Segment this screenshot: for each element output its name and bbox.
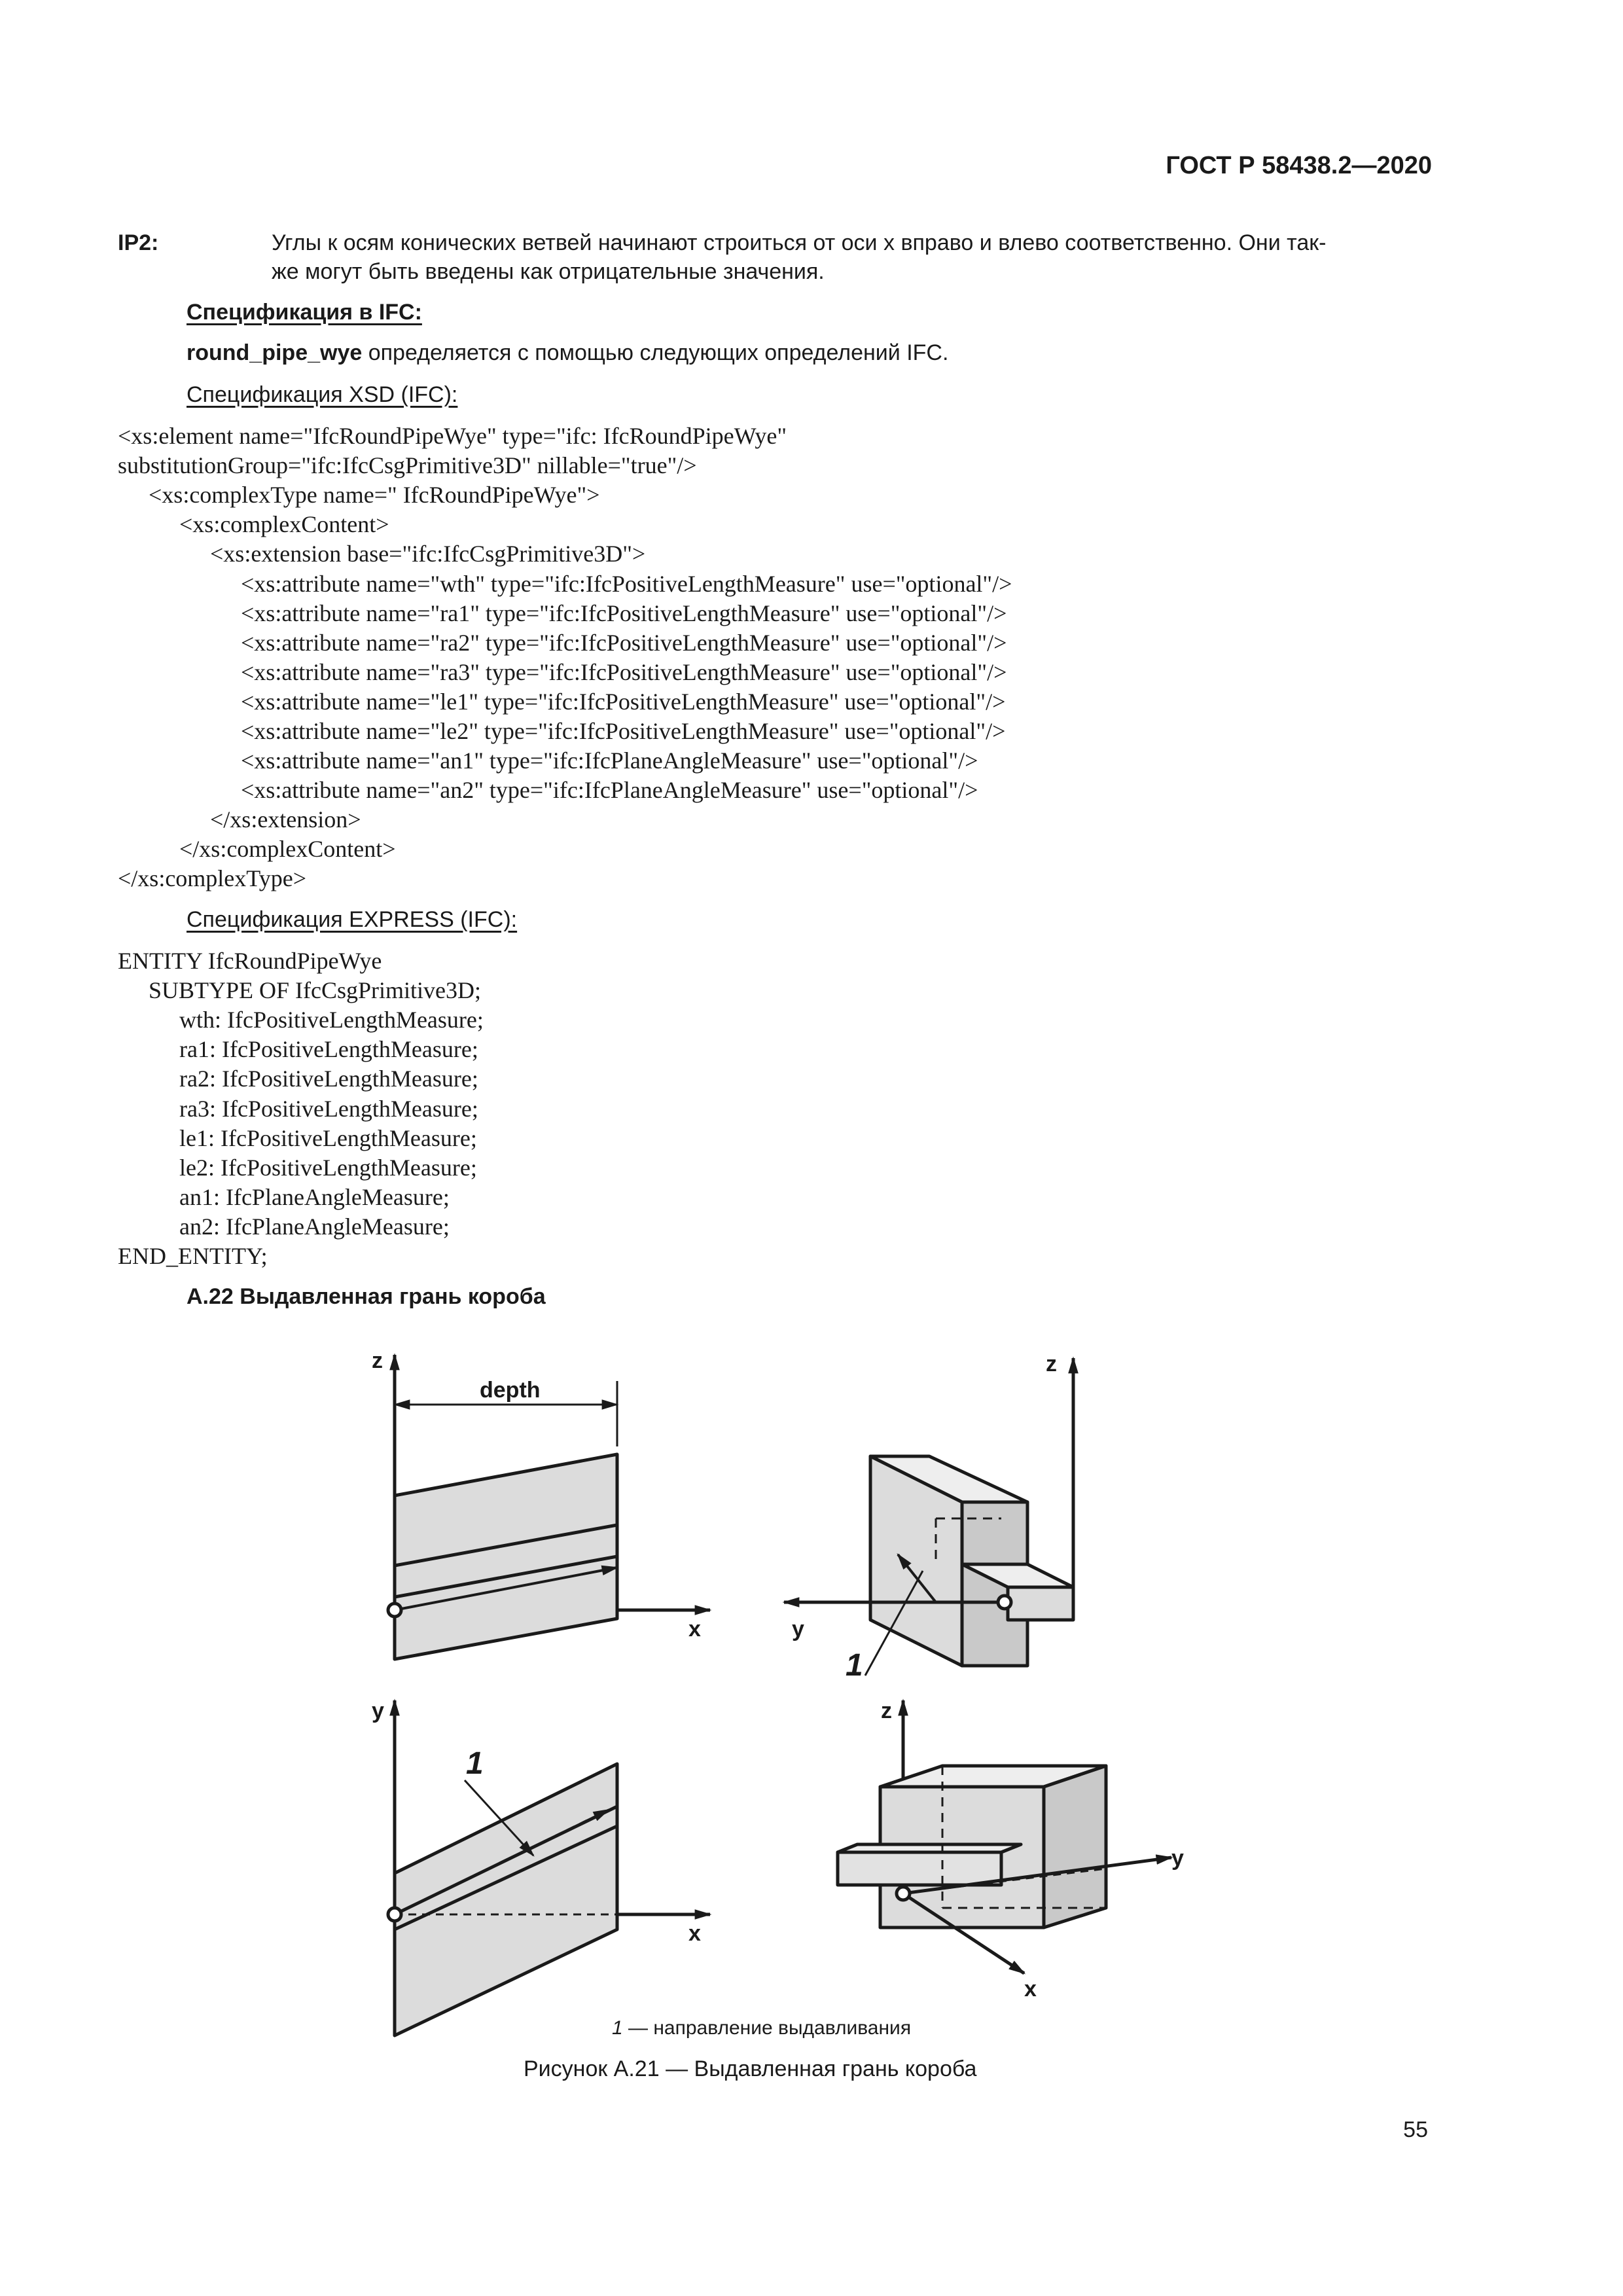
view-top-right [784,1358,1073,1676]
callout-number: 1 [846,1648,863,1683]
code-line: an2: IfcPlaneAngleMeasure; [179,1213,450,1240]
code-line: <xs:attribute name="ra1" type="ifc:IfcPositiveLengthMeasure" use="optional"/> [241,600,1007,626]
code-line: <xs:attribute name="wth" type="ifc:IfcPositiveLengthMeasure" use="optional"/> [241,571,1012,597]
label-z: z [1046,1352,1057,1376]
origin-point [388,1604,401,1617]
code-line: <xs:attribute name="ra2" type="ifc:IfcPositiveLengthMeasure" use="optional"/> [241,630,1007,656]
code-line: ra1: IfcPositiveLengthMeasure; [179,1036,478,1062]
code-line: an1: IfcPlaneAngleMeasure; [179,1184,450,1210]
code-line: SUBTYPE OF IfcCsgPrimitive3D; [149,977,482,1003]
origin-point [998,1596,1011,1609]
code-line: wth: IfcPositiveLengthMeasure; [179,1007,484,1033]
code-line: </xs:extension> [210,806,361,833]
label-y: y [792,1617,804,1641]
figure-caption: Рисунок А.21 — Выдавленная грань короба [524,2056,977,2081]
code-line: </xs:complexType> [118,865,307,891]
label-x: x [688,1921,701,1946]
label-x: x [1024,1977,1037,2001]
entity-name: round_pipe_wye [187,340,363,365]
legend-text: — направление выдавливания [622,2017,912,2039]
code-line: substitutionGroup="ifc:IfcCsgPrimitive3D" nillable="true"/> [118,452,697,478]
code-line: ENTITY IfcRoundPipeWye [118,948,382,974]
ip2-text-line-1: Углы к осям конических ветвей начинают строиться от оси x вправо и влево соответственно. Они так- [272,230,1327,255]
label-z: z [372,1348,383,1373]
ip2-text-line-2: же могут быть введены как отрицательные значения. [272,259,825,284]
page-number: 55 [1403,2117,1428,2142]
express-heading: Спецификация EXPRESS (IFC): [187,907,518,932]
code-line: <xs:attribute name="an1" type="ifc:IfcPlaneAngleMeasure" use="optional"/> [241,747,978,774]
legend-number: 1 [612,2017,623,2039]
code-line: <xs:attribute name="ra3" type="ifc:IfcPositiveLengthMeasure" use="optional"/> [241,659,1007,685]
document-id: ГОСТ Р 58438.2—2020 [1166,152,1432,179]
code-line: <xs:attribute name="le1" type="ifc:IfcPositiveLengthMeasure" use="optional"/> [241,689,1006,715]
code-line: <xs:complexContent> [179,511,389,537]
view-bottom-right [838,1700,1171,1973]
spec-ifc-heading: Спецификация в IFC: [187,300,422,325]
code-line: </xs:complexContent> [179,836,396,862]
origin-point [388,1908,401,1921]
code-line: <xs:complexType name=" IfcRoundPipeWye"> [149,482,600,508]
label-z: z [881,1698,892,1723]
code-line: <xs:extension base="ifc:IfcCsgPrimitive3D"> [210,541,646,567]
code-line: <xs:attribute name="le2" type="ifc:IfcPositiveLengthMeasure" use="optional"/> [241,718,1006,744]
view-bottom-left [388,1700,710,2036]
callout-number: 1 [466,1746,484,1781]
spec-intro-rest: определяется с помощью следующих определений IFC. [362,340,949,365]
code-line: <xs:element name="IfcRoundPipeWye" type="ifc: IfcRoundPipeWye" [118,423,787,449]
view-top-left [388,1355,710,1659]
label-depth: depth [480,1378,541,1403]
extruded-face [395,1454,617,1659]
code-line: <xs:attribute name="an2" type="ifc:IfcPlaneAngleMeasure" use="optional"/> [241,777,978,803]
xsd-heading: Спецификация XSD (IFC): [187,382,458,407]
label-x: x [688,1617,701,1641]
code-line: END_ENTITY; [118,1243,268,1269]
code-line: le1: IfcPositiveLengthMeasure; [179,1125,477,1151]
label-y: y [1171,1846,1184,1871]
code-line: le2: IfcPositiveLengthMeasure; [179,1155,477,1181]
code-line: ra2: IfcPositiveLengthMeasure; [179,1066,478,1092]
figure-legend [612,2017,911,2039]
section-title: А.22 Выдавленная грань короба [187,1284,546,1309]
label-y: y [372,1698,384,1723]
origin-point [897,1887,910,1900]
code-line: ra3: IfcPositiveLengthMeasure; [179,1096,478,1122]
ip2-label: IP2: [118,230,159,255]
